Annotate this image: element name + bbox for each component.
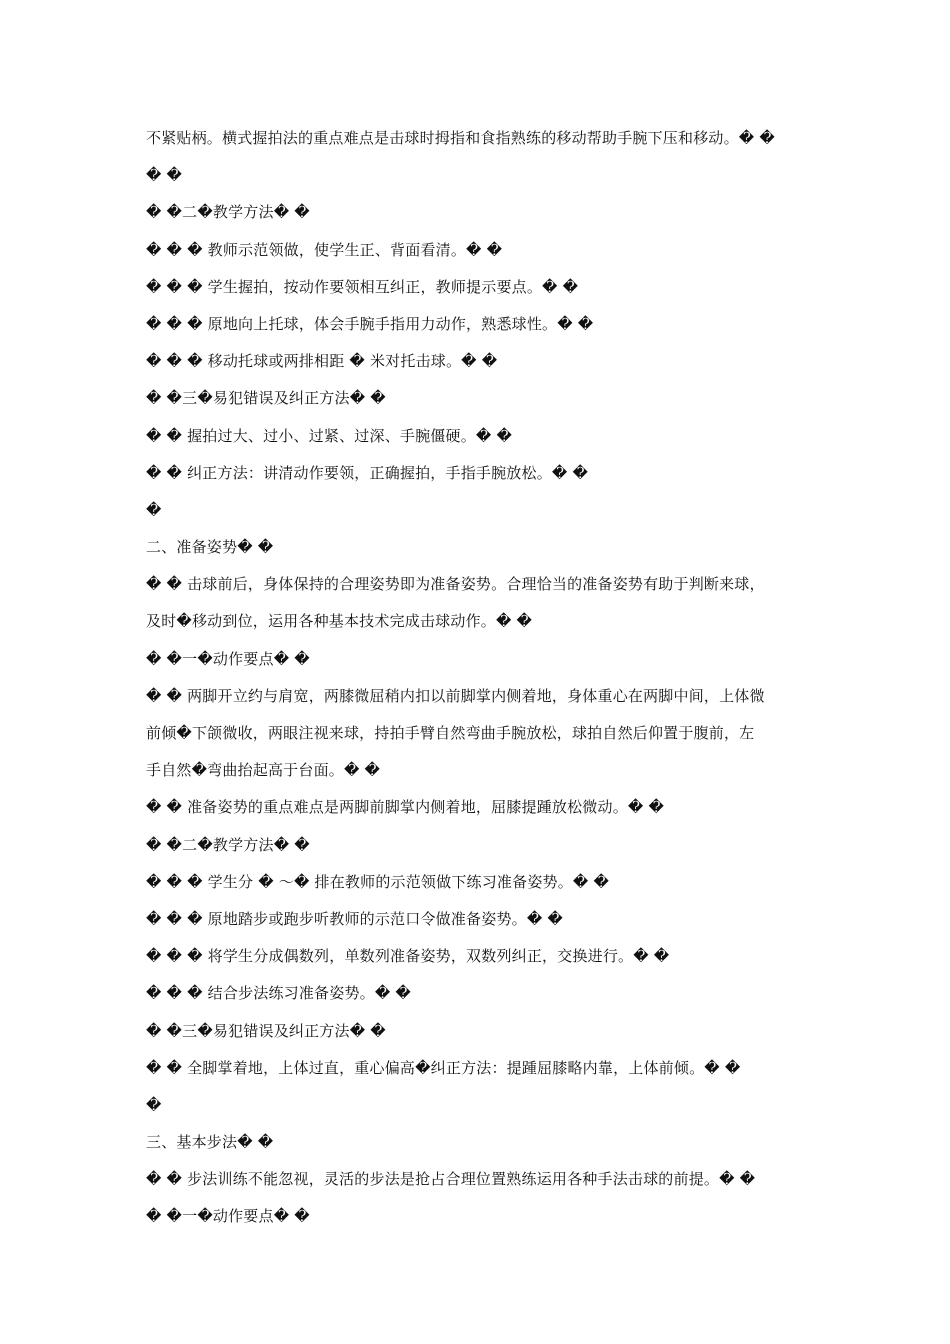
list-item: � � � 学生握拍，按动作要领相互纠正，教师提示要点。� � [146, 277, 579, 296]
list-item: � � � 教师示范领做，使学生正、背面看清。� � [146, 240, 503, 259]
text-line: � [146, 500, 162, 519]
list-item: � � � 原地向上托球，体会手腕手指用力动作，熟悉球性。� � [146, 314, 594, 333]
subsection-heading: � �二�教学方法� � [146, 203, 310, 222]
list-item: � � � 将学生分成偶数列，单数列准备姿势，双数列纠正，交换进行。� � [146, 947, 670, 966]
text-line: � � 纠正方法：讲清动作要领，正确握拍，手指手腕放松。� � [146, 463, 589, 482]
subsection-heading: � �三�易犯错误及纠正方法� � [146, 1021, 386, 1040]
text-line: � [146, 1095, 162, 1114]
text-line: � � [146, 166, 183, 185]
list-item: � � � 移动托球或两排相距 � 米对托击球。� � [146, 352, 498, 371]
list-item: � � � 原地踏步或跑步听教师的示范口令做准备姿势。� � [146, 909, 563, 928]
text-line: 不紧贴柄。横式握拍法的重点难点是击球时拇指和食指熟练的移动帮助手腕下压和移动。� � [146, 129, 775, 147]
list-item: � � � 结合步法练习准备姿势。� � [146, 984, 411, 1003]
text-line: � � 准备姿势的重点难点是两脚前脚掌内侧着地，屈膝提踵放松微动。� � [146, 798, 665, 817]
text-line: � � 步法训练不能忽视，灵活的步法是抢占合理位置熟练运用各种手法击球的前提。� � [146, 1170, 756, 1189]
text-line: � � 全脚掌着地，上体过直，重心偏高�纠正方法：提踵屈膝略内靠，上体前倾。� � [146, 1058, 741, 1077]
subsection-heading: � �三�易犯错误及纠正方法� � [146, 389, 386, 408]
section-heading: 二、准备姿势� � [146, 538, 274, 557]
subsection-heading: � �二�教学方法� � [146, 835, 310, 854]
document-body [146, 120, 826, 1236]
text-line: 前倾�下颌微收，两眼注视来球，持拍手臂自然弯曲手腕放松，球拍自然后仰置于腹前，左 [146, 724, 755, 742]
text-line: � � 握拍过大、过小、过紧、过深、手腕僵硬。� � [146, 426, 513, 445]
text-line: 及时�移动到位，运用各种基本技术完成击球动作。� � [146, 612, 533, 631]
text-line: 手自然�弯曲抬起高于台面。� � [146, 761, 381, 780]
subsection-heading: � �一�动作要点� � [146, 649, 310, 668]
text-line: � � 两脚开立约与肩宽，两膝微屈稍内扣以前脚掌内侧着地，身体重心在两脚中间，上体微 [146, 686, 765, 705]
section-heading: 三、基本步法� � [146, 1133, 274, 1152]
text-line: � � 击球前后，身体保持的合理姿势即为准备姿势。合理恰当的准备姿势有助于判断来球， [146, 575, 765, 594]
subsection-heading: � �一�动作要点� � [146, 1207, 310, 1226]
list-item: � � � 学生分 � ～� 排在教师的示范领做下练习准备姿势。� � [146, 872, 610, 891]
